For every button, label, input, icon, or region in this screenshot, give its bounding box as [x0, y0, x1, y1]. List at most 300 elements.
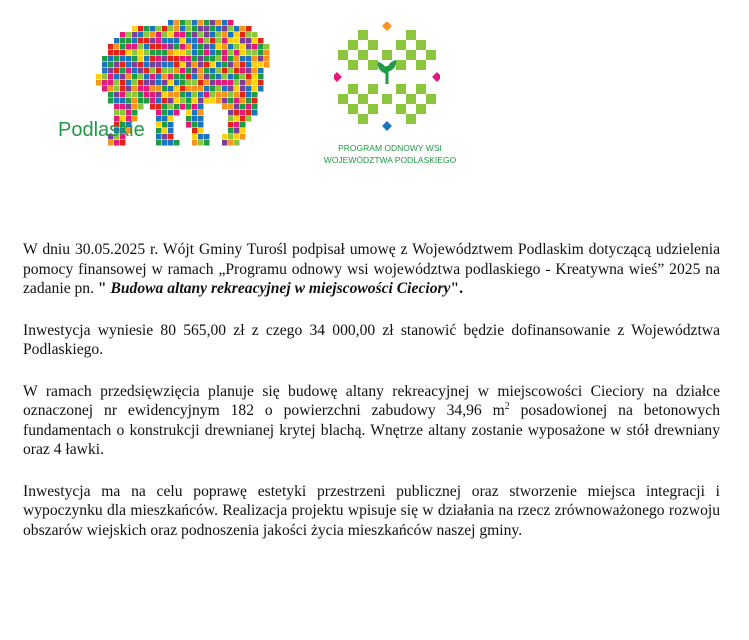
bison-mosaic-tile: [210, 74, 216, 80]
bison-mosaic-tile: [132, 80, 138, 86]
bison-mosaic-tile: [210, 38, 216, 44]
bison-mosaic-tile: [186, 38, 192, 44]
bison-mosaic-tile: [210, 26, 216, 32]
bison-mosaic-tile: [162, 26, 168, 32]
bison-mosaic-tile: [210, 56, 216, 62]
bison-mosaic-tile: [240, 68, 246, 74]
bison-mosaic-tile: [240, 32, 246, 38]
bison-mosaic-tile: [102, 56, 108, 62]
bison-mosaic-tile: [180, 56, 186, 62]
bison-mosaic-tile: [162, 110, 168, 116]
bison-mosaic-tile: [240, 74, 246, 80]
bison-mosaic-tile: [252, 110, 258, 116]
bison-mosaic-tile: [108, 74, 114, 80]
bison-mosaic-tile: [186, 86, 192, 92]
bison-mosaic-tile: [204, 44, 210, 50]
bison-mosaic-tile: [222, 140, 228, 146]
bison-mosaic-tile: [132, 38, 138, 44]
bison-mosaic-tile: [240, 38, 246, 44]
bison-mosaic-tile: [258, 62, 264, 68]
bison-mosaic-tile: [222, 68, 228, 74]
bison-mosaic-tile: [156, 38, 162, 44]
bison-mosaic-tile: [204, 98, 210, 104]
bison-mosaic-tile: [228, 20, 234, 26]
bison-mosaic-tile: [180, 98, 186, 104]
bison-mosaic-tile: [186, 44, 192, 50]
bison-mosaic-tile: [228, 122, 234, 128]
bison-mosaic-tile: [132, 74, 138, 80]
bison-mosaic-tile: [216, 68, 222, 74]
bison-mosaic-tile: [162, 32, 168, 38]
bison-mosaic-tile: [144, 56, 150, 62]
bison-mosaic-tile: [198, 62, 204, 68]
bison-mosaic-tile: [150, 80, 156, 86]
bison-mosaic-tile: [138, 44, 144, 50]
bison-mosaic-tile: [186, 122, 192, 128]
paragraph-goal: Inwestycja ma na celu poprawę estetyki przestrzeni publicznej oraz stworzenie miejsca integracji i wypoczynku dla mieszkańców. Realizacja projektu wpisuje się w działania na rzecz zrównoważonego rozwoju obszarów wiejskich oraz podnoszenia jakości życia mieszkańców naszej gminy.: [23, 482, 720, 539]
bison-mosaic-tile: [252, 86, 258, 92]
bison-mosaic-tile: [162, 134, 168, 140]
bison-mosaic-tile: [198, 86, 204, 92]
bison-mosaic-tile: [222, 32, 228, 38]
bison-mosaic-tile: [234, 116, 240, 122]
bison-mosaic-tile: [216, 80, 222, 86]
bison-mosaic-tile: [162, 92, 168, 98]
bison-mosaic-tile: [198, 44, 204, 50]
bison-mosaic-tile: [156, 140, 162, 146]
bison-mosaic-tile: [246, 50, 252, 56]
bison-mosaic-tile: [198, 32, 204, 38]
bison-mosaic-tile: [126, 74, 132, 80]
bison-mosaic-tile: [114, 44, 120, 50]
bison-mosaic-tile: [108, 92, 114, 98]
bison-mosaic-tile: [156, 98, 162, 104]
bison-mosaic-tile: [240, 110, 246, 116]
bison-mosaic-tile: [192, 98, 198, 104]
bison-mosaic-tile: [174, 80, 180, 86]
bison-mosaic-tile: [114, 56, 120, 62]
bison-mosaic-tile: [156, 68, 162, 74]
bison-mosaic-tile: [174, 140, 180, 146]
bison-mosaic-tile: [150, 50, 156, 56]
area-unit-superscript: 2: [504, 401, 510, 412]
bison-mosaic-tile: [216, 86, 222, 92]
bison-mosaic-tile: [150, 86, 156, 92]
bison-mosaic-tile: [258, 50, 264, 56]
bison-mosaic-tile: [156, 122, 162, 128]
bison-mosaic-tile: [114, 74, 120, 80]
bison-mosaic-tile: [114, 98, 120, 104]
bison-mosaic-tile: [192, 110, 198, 116]
bison-mosaic-tile: [240, 92, 246, 98]
bison-mosaic-tile: [252, 56, 258, 62]
bison-mosaic-tile: [162, 38, 168, 44]
bison-mosaic-tile: [204, 74, 210, 80]
bison-mosaic-tile: [234, 140, 240, 146]
bison-mosaic-tile: [264, 50, 270, 56]
bison-mosaic-tile: [150, 56, 156, 62]
bison-mosaic-tile: [132, 26, 138, 32]
bison-mosaic-tile: [120, 80, 126, 86]
bison-mosaic-tile: [120, 98, 126, 104]
bison-mosaic-tile: [234, 104, 240, 110]
bison-mosaic-tile: [168, 98, 174, 104]
bison-mosaic-tile: [120, 50, 126, 56]
bison-mosaic-tile: [252, 80, 258, 86]
bison-mosaic-tile: [180, 32, 186, 38]
bison-mosaic-tile: [228, 92, 234, 98]
bison-mosaic-tile: [234, 80, 240, 86]
bison-mosaic-tile: [192, 134, 198, 140]
bison-mosaic-tile: [222, 92, 228, 98]
bison-mosaic-tile: [240, 98, 246, 104]
bison-mosaic-tile: [192, 80, 198, 86]
bison-mosaic-tile: [162, 86, 168, 92]
bison-mosaic-tile: [138, 32, 144, 38]
bison-mosaic-tile: [168, 26, 174, 32]
bison-mosaic-tile: [168, 140, 174, 146]
bison-mosaic-tile: [114, 68, 120, 74]
bison-mosaic-tile: [228, 134, 234, 140]
bison-mosaic-tile: [198, 128, 204, 134]
paragraph-scope: [23, 382, 720, 460]
bison-mosaic-tile: [168, 62, 174, 68]
bison-mosaic-tile: [258, 44, 264, 50]
bison-mosaic-tile: [168, 56, 174, 62]
program-caption-line1: PROGRAM ODNOWY WSI: [338, 143, 442, 153]
bison-mosaic-tile: [162, 128, 168, 134]
bison-mosaic-tile: [114, 104, 120, 110]
bison-mosaic-tile: [162, 98, 168, 104]
bison-mosaic-tile: [168, 128, 174, 134]
paragraph-agreement-text: W dniu 30.05.2025 r. Wójt Gminy Turośl podpisał umowę z Województwem Podlaskim dotyczącą udzielenia pomocy finansowej w ramach „Programu odnowy wsi województwa podlaskiego - Kreatywna wieś” 2025 na zadanie pn.: [23, 241, 720, 297]
bison-mosaic-tile: [222, 74, 228, 80]
bison-mosaic-tile: [252, 92, 258, 98]
bison-mosaic-tile: [126, 98, 132, 104]
bison-mosaic-tile: [126, 50, 132, 56]
podlaskie-wordmark: Podlaskie: [58, 119, 145, 141]
bison-mosaic-tile: [264, 56, 270, 62]
bison-mosaic-tile: [228, 56, 234, 62]
bison-mosaic-tile: [168, 20, 174, 26]
bison-mosaic-tile: [246, 32, 252, 38]
bison-mosaic-tile: [240, 26, 246, 32]
bison-mosaic-tile: [228, 80, 234, 86]
bison-mosaic-tile: [138, 26, 144, 32]
bison-mosaic-tile: [204, 62, 210, 68]
bison-mosaic-tile: [96, 80, 102, 86]
bison-mosaic-tile: [150, 32, 156, 38]
bison-mosaic-tile: [156, 134, 162, 140]
bison-mosaic-tile: [234, 122, 240, 128]
bison-mosaic-tile: [126, 62, 132, 68]
bison-mosaic-tile: [192, 128, 198, 134]
bison-mosaic-tile: [228, 98, 234, 104]
bison-mosaic-tile: [132, 98, 138, 104]
bison-mosaic-tile: [204, 68, 210, 74]
bison-mosaic-tile: [186, 20, 192, 26]
bison-mosaic-tile: [126, 32, 132, 38]
bison-mosaic-tile: [246, 80, 252, 86]
bison-mosaic-tile: [258, 68, 264, 74]
bison-mosaic-tile: [168, 74, 174, 80]
bison-mosaic-tile: [180, 104, 186, 110]
bison-mosaic-tile: [216, 98, 222, 104]
bison-mosaic-tile: [234, 134, 240, 140]
bison-mosaic-tile: [156, 62, 162, 68]
bison-mosaic-tile: [132, 104, 138, 110]
bison-mosaic-tile: [198, 20, 204, 26]
task-close-quote: ".: [450, 280, 464, 297]
bison-mosaic-tile: [186, 68, 192, 74]
bison-mosaic-tile: [198, 116, 204, 122]
bison-mosaic-tile: [126, 68, 132, 74]
bison-mosaic-tile: [210, 44, 216, 50]
bison-mosaic-tile: [162, 104, 168, 110]
bison-mosaic-tile: [210, 92, 216, 98]
bison-mosaic-tile: [138, 86, 144, 92]
bison-mosaic-tile: [192, 62, 198, 68]
bison-mosaic-tile: [246, 104, 252, 110]
bison-mosaic-tile: [240, 116, 246, 122]
bison-mosaic-tile: [246, 86, 252, 92]
bison-mosaic-tile: [108, 62, 114, 68]
bison-mosaic-tile: [246, 116, 252, 122]
task-title: Budowa altany rekreacyjnej w miejscowości Cieciory: [106, 280, 451, 297]
bison-mosaic-tile: [210, 80, 216, 86]
bison-mosaic-tile: [228, 62, 234, 68]
bison-mosaic-tile: [120, 104, 126, 110]
bison-mosaic-tile: [174, 74, 180, 80]
bison-mosaic-tile: [204, 38, 210, 44]
bison-mosaic-tile: [138, 98, 144, 104]
bison-mosaic-tile: [186, 110, 192, 116]
bison-mosaic-tile: [156, 128, 162, 134]
bison-mosaic-tile: [234, 74, 240, 80]
bison-mosaic-tile: [132, 50, 138, 56]
bison-mosaic-tile: [108, 56, 114, 62]
bison-mosaic-tile: [198, 122, 204, 128]
bison-mosaic-tile: [168, 44, 174, 50]
bison-mosaic-tile: [144, 92, 150, 98]
program-caption-line2: WOJEWÓDZTWA PODLASKIEGO: [323, 155, 457, 165]
bison-mosaic-tile: [264, 62, 270, 68]
bison-mosaic-tile: [156, 44, 162, 50]
bison-mosaic-tile: [174, 98, 180, 104]
bison-mosaic-tile: [222, 80, 228, 86]
bison-mosaic-tile: [168, 50, 174, 56]
bison-mosaic-tile: [102, 62, 108, 68]
bison-mosaic-tile: [150, 26, 156, 32]
bison-mosaic-tile: [144, 50, 150, 56]
bison-mosaic-tile: [138, 68, 144, 74]
bison-mosaic-tile: [132, 68, 138, 74]
bison-mosaic-tile: [192, 122, 198, 128]
bison-mosaic-tile: [126, 110, 132, 116]
bison-mosaic-tile: [258, 74, 264, 80]
bison-mosaic-tile: [180, 92, 186, 98]
bison-mosaic-tile: [222, 38, 228, 44]
bison-mosaic-tile: [180, 26, 186, 32]
bison-mosaic-tile: [228, 38, 234, 44]
bison-mosaic-tile: [114, 86, 120, 92]
bison-mosaic-tile: [168, 32, 174, 38]
bison-mosaic-tile: [252, 98, 258, 104]
bison-mosaic-tile: [228, 110, 234, 116]
bison-mosaic-tile: [108, 80, 114, 86]
bison-mosaic-tile: [186, 80, 192, 86]
bison-mosaic-tile: [162, 122, 168, 128]
bison-mosaic-tile: [156, 104, 162, 110]
bison-mosaic-tile: [210, 68, 216, 74]
bison-mosaic-tile: [234, 38, 240, 44]
bison-mosaic-tile: [132, 92, 138, 98]
bison-mosaic-tile: [198, 92, 204, 98]
bison-mosaic-tile: [240, 122, 246, 128]
bison-mosaic-tile: [174, 50, 180, 56]
bison-mosaic-tile: [174, 44, 180, 50]
bison-mosaic-tile: [228, 140, 234, 146]
bison-mosaic-tile: [252, 50, 258, 56]
bison-mosaic-tile: [174, 56, 180, 62]
bison-mosaic-tile: [144, 86, 150, 92]
bison-mosaic-tile: [114, 50, 120, 56]
bison-mosaic-tile: [210, 20, 216, 26]
bison-mosaic-tile: [168, 134, 174, 140]
bison-mosaic-tile: [156, 26, 162, 32]
bison-mosaic-tile: [180, 44, 186, 50]
bison-mosaic-tile: [228, 26, 234, 32]
bison-mosaic-tile: [234, 62, 240, 68]
bison-mosaic-tile: [240, 128, 246, 134]
bison-mosaic-tile: [204, 56, 210, 62]
bison-mosaic-tile: [138, 104, 144, 110]
bison-mosaic-tile: [156, 86, 162, 92]
bison-mosaic-tile: [144, 98, 150, 104]
bison-mosaic-tile: [186, 98, 192, 104]
bison-mosaic-tile: [150, 38, 156, 44]
bison-mosaic-tile: [246, 68, 252, 74]
bison-mosaic-tile: [222, 62, 228, 68]
bison-mosaic-tile: [144, 80, 150, 86]
bison-mosaic-tile: [144, 74, 150, 80]
bison-mosaic-tile: [174, 20, 180, 26]
bison-mosaic-tile: [138, 38, 144, 44]
bison-mosaic-tile: [186, 92, 192, 98]
bison-mosaic-tile: [216, 38, 222, 44]
bison-mosaic-tile: [258, 38, 264, 44]
bison-mosaic-tile: [240, 56, 246, 62]
bison-mosaic-tile: [240, 80, 246, 86]
bison-mosaic-tile: [240, 86, 246, 92]
bison-mosaic-tile: [234, 44, 240, 50]
bison-mosaic-tile: [138, 50, 144, 56]
bison-mosaic-tile: [162, 62, 168, 68]
bison-mosaic-tile: [126, 104, 132, 110]
bison-mosaic-tile: [108, 50, 114, 56]
bison-mosaic-tile: [198, 38, 204, 44]
bison-mosaic-tile: [234, 32, 240, 38]
bison-mosaic-tile: [150, 62, 156, 68]
bison-mosaic-tile: [228, 116, 234, 122]
bison-mosaic-tile: [162, 80, 168, 86]
bison-mosaic-tile: [246, 92, 252, 98]
bison-mosaic-tile: [192, 86, 198, 92]
bison-mosaic-tile: [210, 50, 216, 56]
bison-mosaic-tile: [156, 74, 162, 80]
bison-mosaic-tile: [234, 92, 240, 98]
bison-mosaic-tile: [198, 74, 204, 80]
bison-mosaic-tile: [174, 92, 180, 98]
bison-mosaic-tile: [114, 62, 120, 68]
bison-mosaic-tile: [150, 98, 156, 104]
bison-mosaic-tile: [138, 74, 144, 80]
bison-mosaic-tile: [126, 56, 132, 62]
bison-mosaic-tile: [252, 74, 258, 80]
bison-mosaic-tile: [162, 68, 168, 74]
bison-mosaic-tile: [192, 26, 198, 32]
bison-mosaic-tile: [204, 80, 210, 86]
bison-mosaic-tile: [246, 110, 252, 116]
bison-mosaic-tile: [174, 32, 180, 38]
bison-mosaic-tile: [252, 62, 258, 68]
bison-mosaic-tile: [186, 26, 192, 32]
bison-mosaic-tile: [126, 80, 132, 86]
bison-mosaic-tile: [204, 134, 210, 140]
bison-mosaic-tile: [216, 20, 222, 26]
bison-mosaic-tile: [180, 50, 186, 56]
bison-mosaic-tile: [192, 32, 198, 38]
bison-mosaic-tile: [120, 110, 126, 116]
bison-mosaic-tile: [108, 98, 114, 104]
bison-mosaic-tile: [156, 92, 162, 98]
bison-mosaic-tile: [192, 44, 198, 50]
bison-mosaic-tile: [222, 104, 228, 110]
bison-mosaic-tile: [222, 134, 228, 140]
bison-mosaic-tile: [228, 32, 234, 38]
bison-mosaic-tile: [126, 86, 132, 92]
bison-mosaic-tile: [246, 74, 252, 80]
bison-mosaic-tile: [162, 44, 168, 50]
bison-mosaic-tile: [150, 74, 156, 80]
bison-mosaic-tile: [258, 56, 264, 62]
bison-mosaic-tile: [198, 134, 204, 140]
bison-mosaic-tile: [186, 50, 192, 56]
bison-mosaic-tile: [258, 86, 264, 92]
bison-mosaic-tile: [198, 80, 204, 86]
bison-mosaic-tile: [120, 56, 126, 62]
bison-mosaic-tile: [150, 104, 156, 110]
bison-mosaic-tile: [132, 32, 138, 38]
bison-mosaic-tile: [144, 68, 150, 74]
paragraph-agreement: [23, 240, 720, 299]
task-open-quote: ": [97, 280, 107, 297]
bison-mosaic-tile: [192, 38, 198, 44]
bison-mosaic-tile: [174, 110, 180, 116]
bison-mosaic-tile: [168, 116, 174, 122]
bison-mosaic-tile: [102, 86, 108, 92]
bison-mosaic-tile: [120, 74, 126, 80]
bison-mosaic-tile: [156, 110, 162, 116]
bison-mosaic-tile: [168, 92, 174, 98]
bison-mosaic-tile: [252, 38, 258, 44]
bison-mosaic-tile: [222, 20, 228, 26]
bison-mosaic-tile: [120, 86, 126, 92]
bison-mosaic-tile: [126, 44, 132, 50]
bison-mosaic-tile: [162, 116, 168, 122]
bison-mosaic-tile: [246, 26, 252, 32]
bison-mosaic-tile: [198, 140, 204, 146]
